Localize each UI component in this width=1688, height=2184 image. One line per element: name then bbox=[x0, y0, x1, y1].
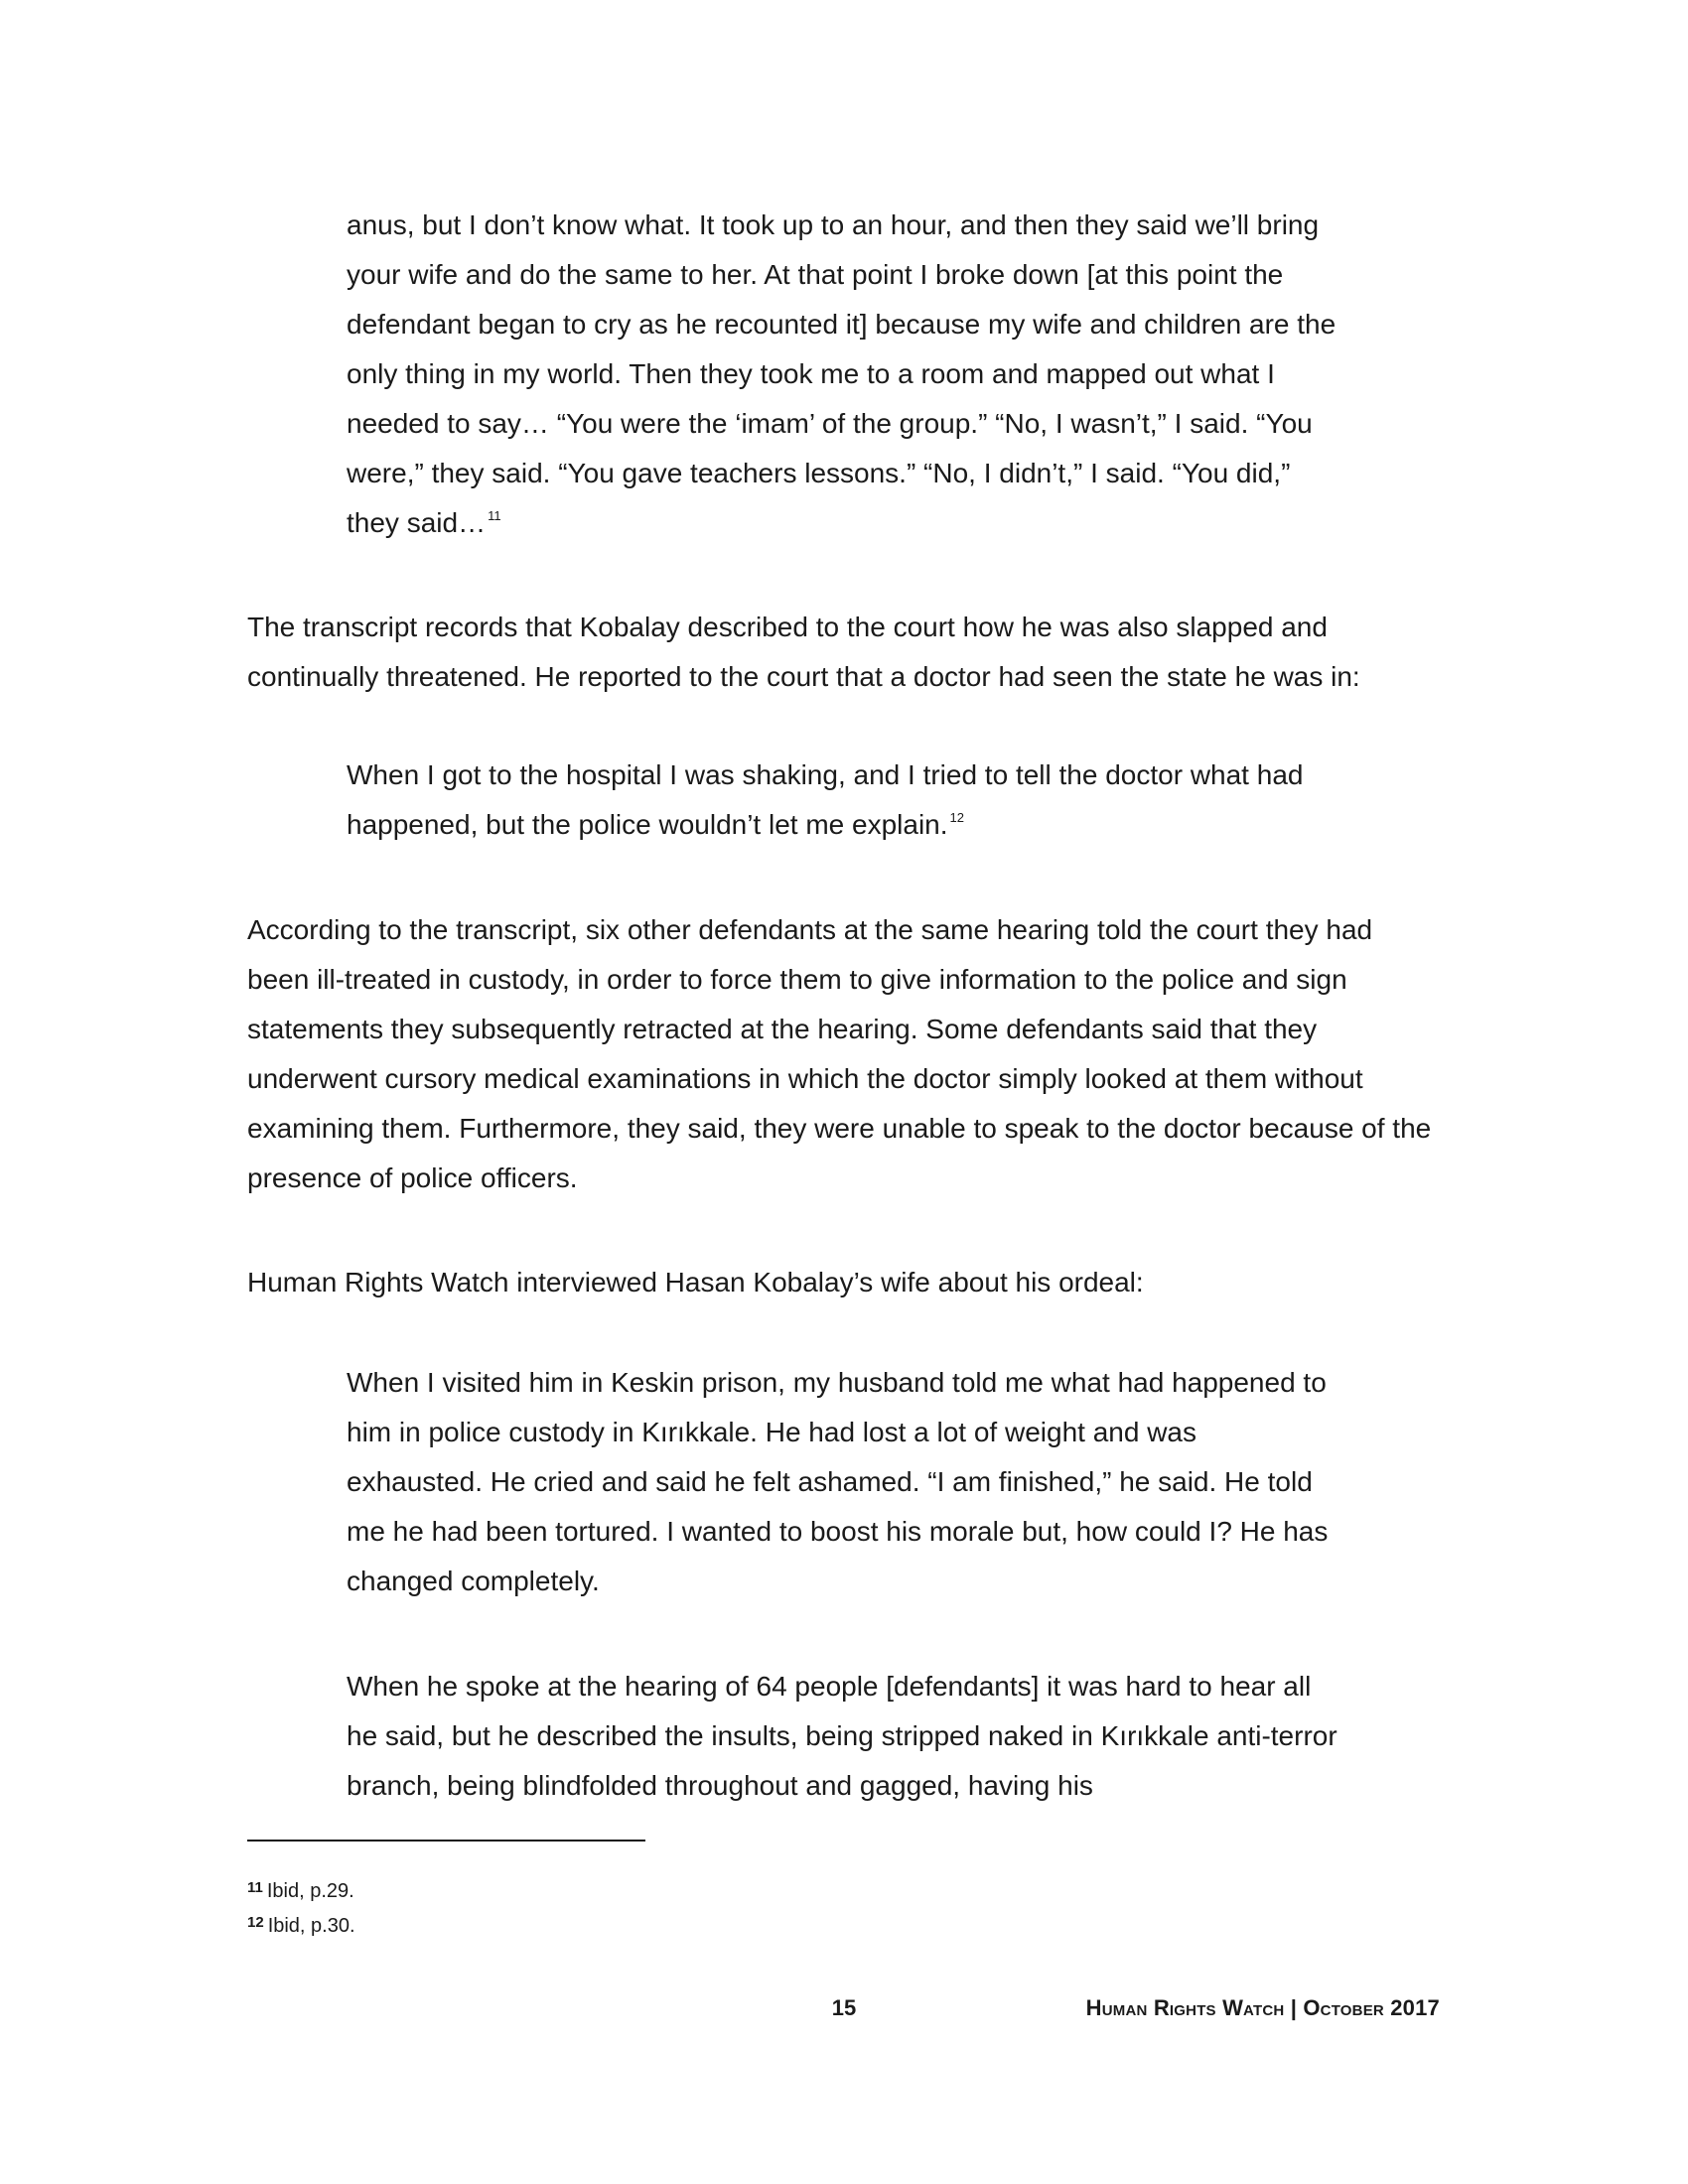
footnote-text: Ibid, p.30. bbox=[267, 1915, 355, 1937]
footer-label: Human Rights Watch | October 2017 bbox=[1085, 1995, 1440, 2020]
footnote-separator bbox=[247, 1840, 645, 1842]
footnote-ref[interactable]: 11 bbox=[488, 508, 501, 523]
footnote-text: Ibid, p.29. bbox=[266, 1880, 354, 1902]
block-quote bbox=[347, 751, 1339, 850]
quote-text: When I got to the hospital I was shaking, and I tried to tell the doctor what had happened, but the police wouldn’t let me explain. bbox=[347, 759, 1304, 840]
quote-text: anus, but I don’t know what. It took up to an hour, and then they said we’ll bring your wife and do the same to her. At that point I broke down [at this point the defendant began to cry as he recounted it] because my wife and children are the only thing in my world. Then they took me to a room and mapped out what I needed to say… “You were the ‘imam’ of the group.” “No, I wasn’t,” I said. “You were,” they said. “You gave teachers lessons.” “No, I didn’t,” I said. “You did,” they said… bbox=[347, 209, 1336, 538]
page-number: 15 bbox=[831, 1995, 857, 2020]
body-paragraph: Human Rights Watch interviewed Hasan Kobalay’s wife about his ordeal: bbox=[247, 1267, 1144, 1297]
footnote-number: 12 bbox=[247, 1914, 264, 1931]
block-quote: When he spoke at the hearing of 64 people [defendants] it was hard to hear all he said, but he described the insults, being stripped naked in Kırıkkale anti-terror branch, being blindfolded throughout and gagged, having his bbox=[347, 1671, 1337, 1801]
block-quote: When I visited him in Keskin prison, my husband told me what had happened to him in police custody in Kırıkkale. He had lost a lot of weight and was exhausted. He cried and said he felt ashamed. “I am finished,” he said. He told me he had been tortured. I wanted to boost his morale but, how could I? He has changed completely. bbox=[347, 1367, 1329, 1596]
footnote bbox=[247, 1911, 355, 1938]
body-paragraph: According to the transcript, six other defendants at the same hearing told the court they had been ill-treated in custody, in order to force them to give information to the police and sign statements they subsequently retracted at the hearing. Some defendants said that they underwent cursory medical examinations in which the doctor simply looked at them without examining them. Furthermore, they said, they were unable to speak to the doctor because of the presence of police officers. bbox=[247, 914, 1432, 1193]
footnote-ref[interactable]: 12 bbox=[949, 810, 964, 825]
block-quote bbox=[347, 201, 1339, 548]
footnote bbox=[247, 1876, 354, 1903]
footnote-number: 11 bbox=[247, 1879, 263, 1896]
body-paragraph: The transcript records that Kobalay described to the court how he was also slapped and continually threatened. He reported to the court that a doctor had seen the state he was in: bbox=[247, 612, 1360, 692]
